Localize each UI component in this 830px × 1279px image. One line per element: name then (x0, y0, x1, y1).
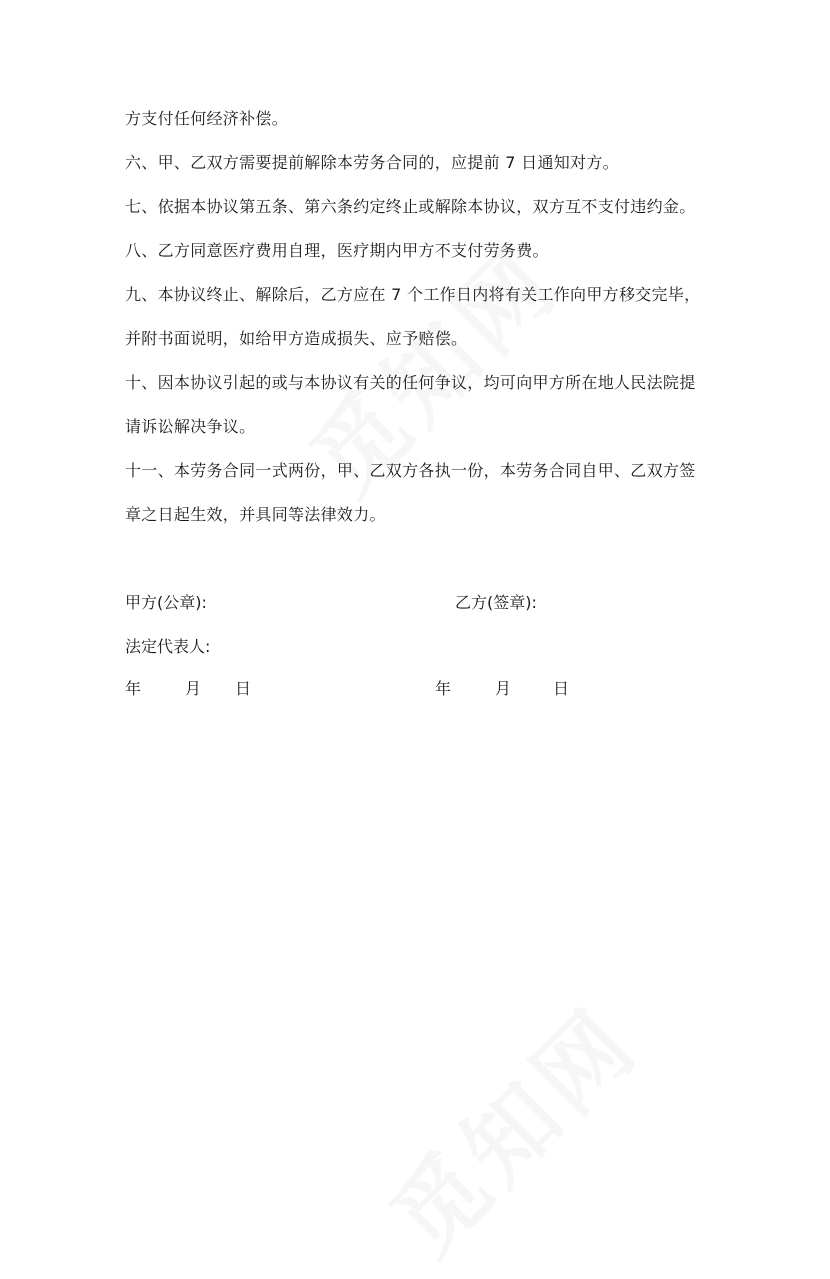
watermark-text (357, 973, 662, 1278)
paragraph-line: 章之日起生效，并具同等法律效力。 (125, 505, 386, 524)
paragraph (125, 460, 725, 526)
paragraph-line: 八、乙方同意医疗费用自理，医疗期内甲方不支付劳务费。 (125, 241, 549, 260)
paragraph (125, 284, 725, 350)
party-a-seal-label: 甲方(公章): (125, 593, 207, 612)
paragraph (125, 196, 725, 218)
date-day: 日 (553, 679, 570, 698)
paragraph (125, 108, 725, 130)
paragraph (125, 152, 725, 174)
legal-representative-label: 法定代表人: (125, 637, 211, 656)
paragraph-line: 方支付任何经济补偿。 (125, 109, 289, 128)
paragraph-line: 九、本协议终止、解除后，乙方应在 7 个工作日内将有关工作向甲方移交完毕， (125, 285, 701, 304)
party-b-signature-label: 乙方(签章): (455, 593, 537, 612)
paragraph-line: 请诉讼解决争议。 (125, 417, 256, 436)
date-year: 年 (125, 679, 142, 698)
paragraph-line: 并附书面说明，如给甲方造成损失、应予赔偿。 (125, 329, 468, 348)
paragraph-line: 十一、本劳务合同一式两份，甲、乙双方各执一份，本劳务合同自甲、乙双方签 (125, 461, 696, 480)
date-month: 月 (185, 679, 202, 698)
paragraph (125, 372, 725, 438)
paragraph-line: 七、依据本协议第五条、第六条约定终止或解除本协议，双方互不支付违约金。 (125, 197, 696, 216)
paragraph-line: 六、甲、乙双方需要提前解除本劳务合同的，应提前 7 日通知对方。 (125, 153, 619, 172)
date-day: 日 (235, 679, 252, 698)
date-month: 月 (495, 679, 512, 698)
contract-body (125, 108, 725, 548)
paragraph (125, 240, 725, 262)
watermark-bottom (360, 1060, 660, 1192)
paragraph-line: 十、因本协议引起的或与本协议有关的任何争议，均可向甲方所在地人民法院提 (125, 373, 696, 392)
date-year: 年 (435, 679, 452, 698)
